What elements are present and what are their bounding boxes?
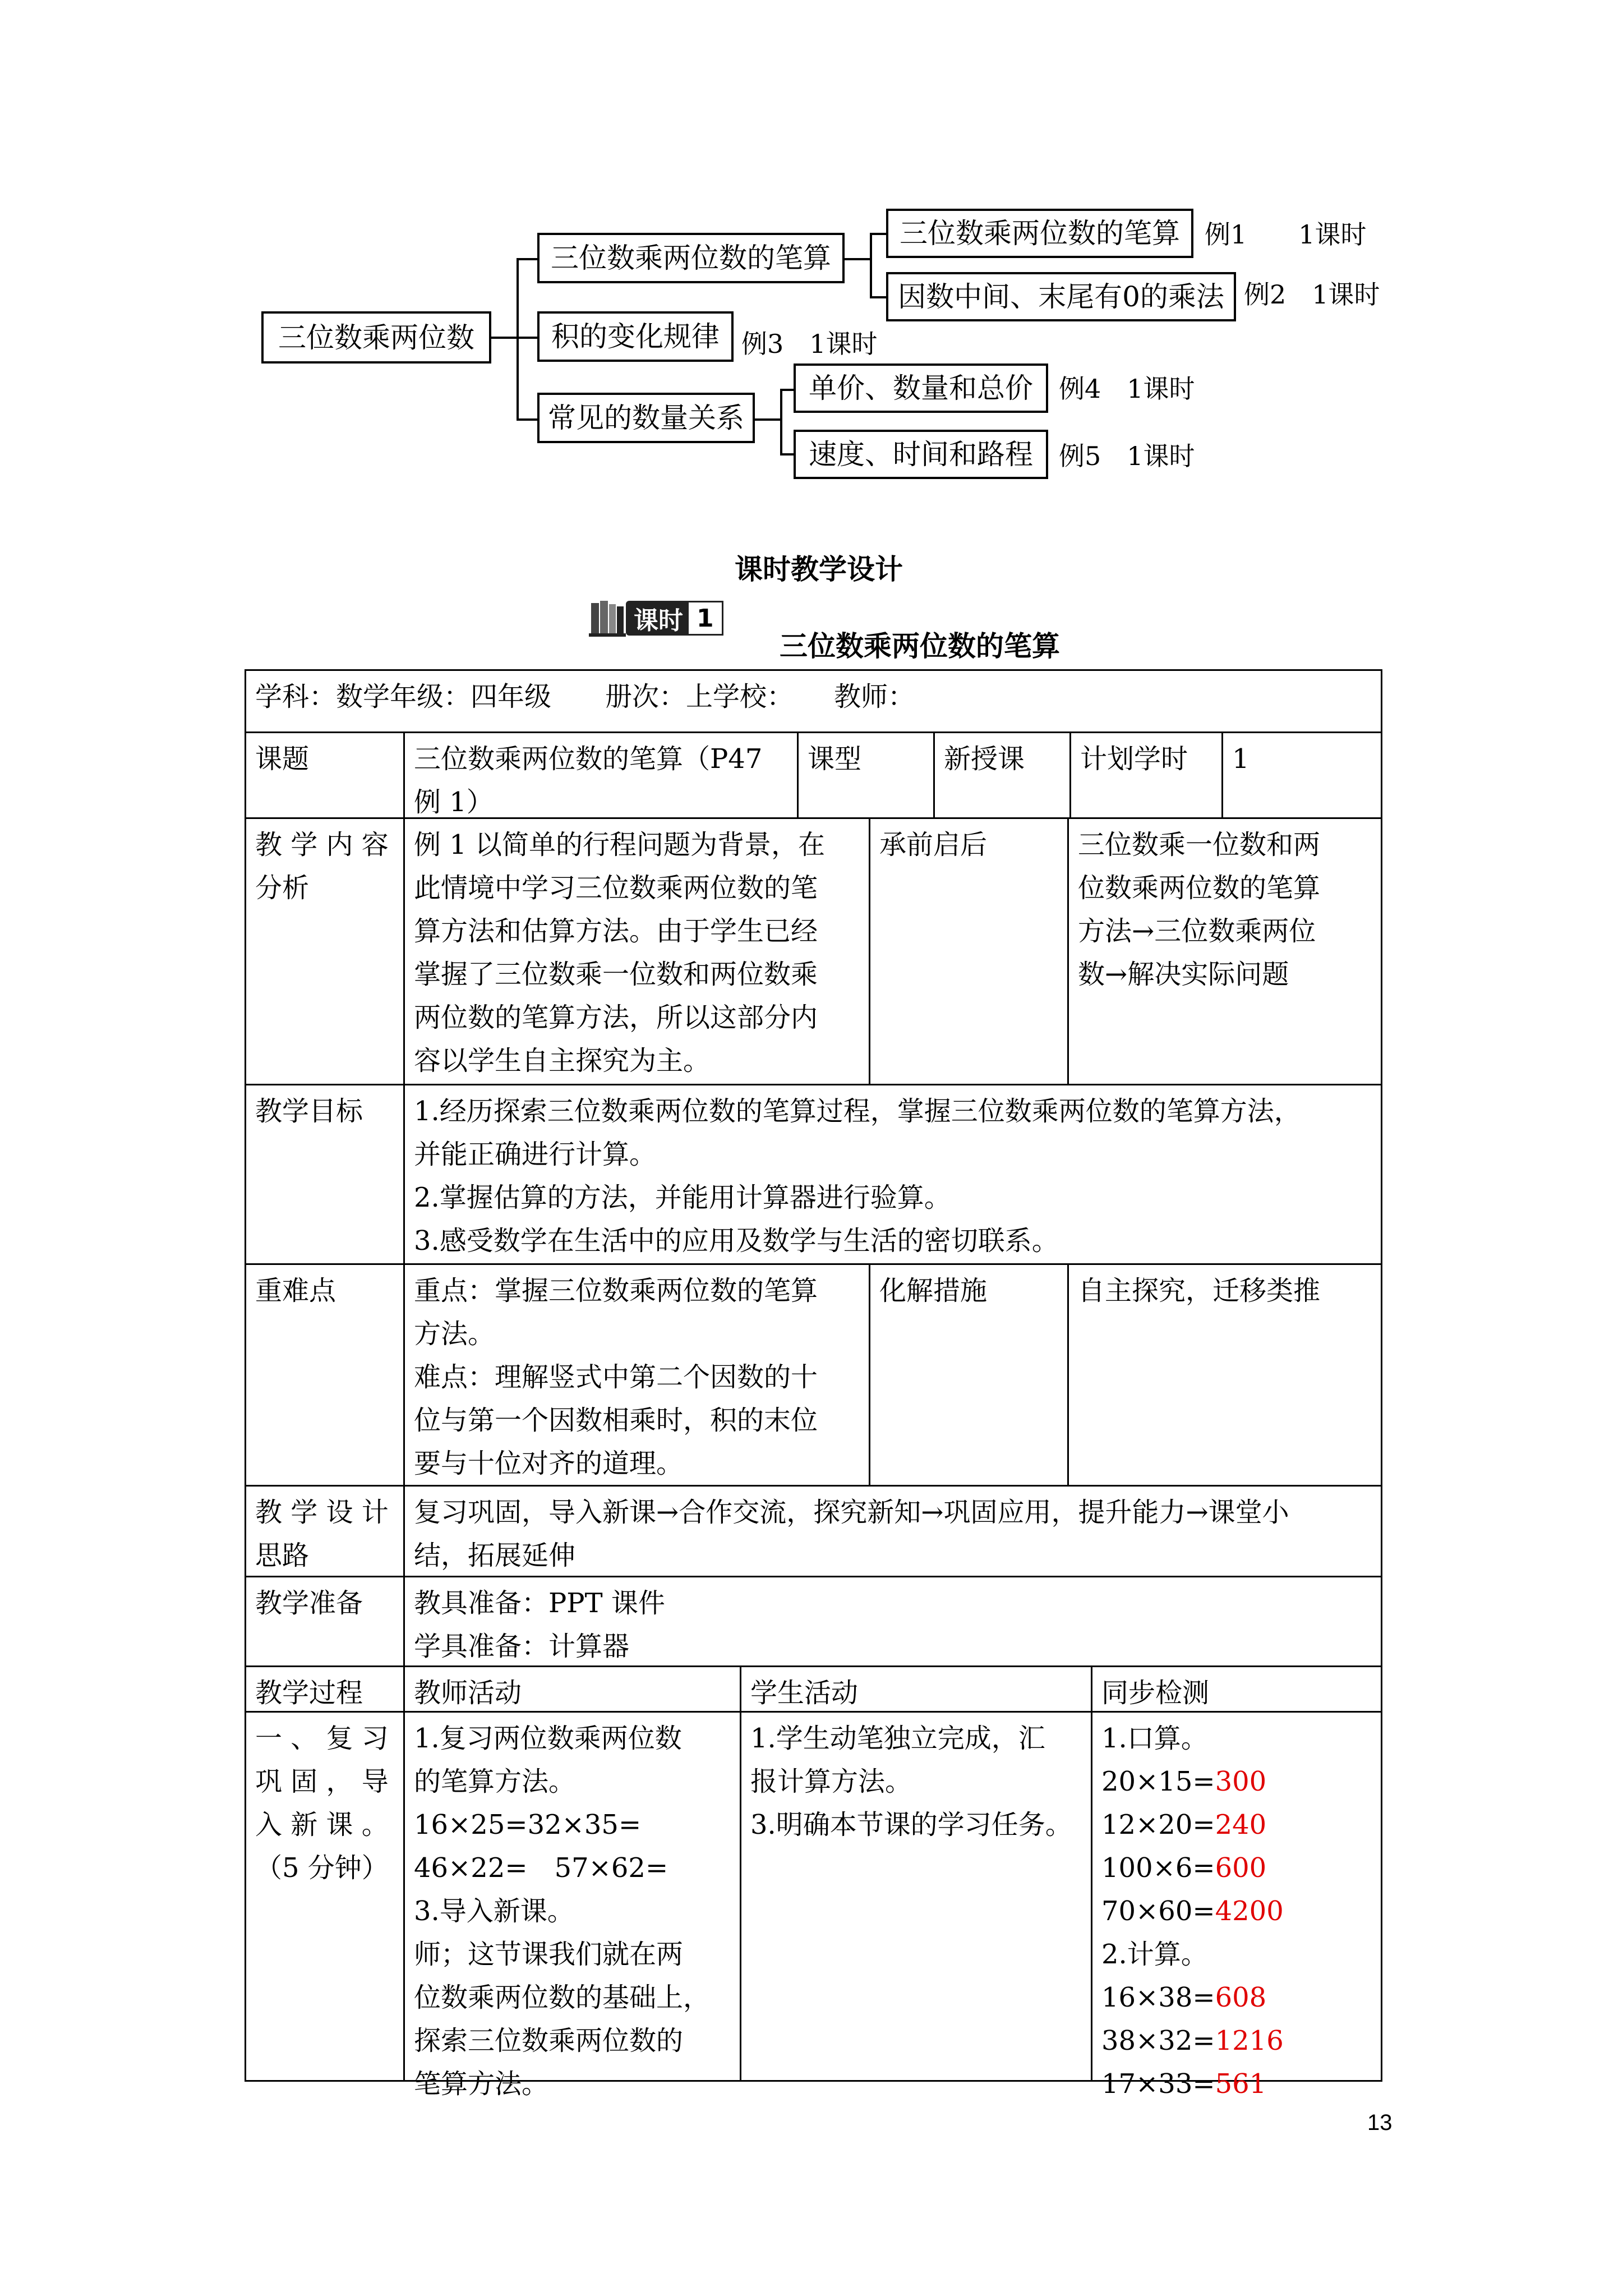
content-label <box>246 819 405 1085</box>
prep-label <box>246 1577 405 1667</box>
check-row <box>1101 1847 1373 1890</box>
lesson-badge <box>589 597 723 639</box>
mindmap-sub-written-multiplication: 三位数乘两位数的笔算 <box>886 209 1193 258</box>
link-value <box>1069 819 1381 1085</box>
stage1-student <box>741 1713 1092 2080</box>
text-line: 数→解决实际问题 <box>1078 959 1289 990</box>
text-line: 1.学生动笔独立完成，汇 <box>750 1723 1045 1754</box>
text-line: 结，拓展延伸 <box>414 1540 576 1571</box>
lesson-badge-label: 课时 <box>626 601 689 636</box>
text-line: 课题 <box>255 743 310 775</box>
text-line: 位数乘两位数的笔算 <box>1078 872 1321 904</box>
topic-label <box>246 733 405 819</box>
text-line: 师；这节课我们就在两 <box>414 1939 684 1970</box>
design-value <box>405 1487 1381 1577</box>
text-line: 两位数的笔算方法，所以这部分内 <box>414 1002 818 1033</box>
student-header <box>741 1667 1092 1713</box>
mindmap-sub-price-quantity-total-note: 例4 1课时 <box>1059 374 1195 404</box>
text-line: 12×20= <box>1101 1809 1215 1841</box>
hours-value <box>1223 733 1381 819</box>
topic-value <box>405 733 799 819</box>
page-number: 13 <box>1367 2110 1393 2135</box>
text-line: 报计算方法。 <box>750 1766 912 1797</box>
lesson-title: 三位数乘两位数的笔算 <box>780 629 1060 662</box>
text-line: （5 分钟） <box>255 1852 389 1884</box>
text-line: 位数乘两位数的基础上， <box>414 1982 711 2013</box>
text-line: 此情境中学习三位数乘两位数的笔 <box>414 872 818 904</box>
text-line: 16×25=32×35= <box>414 1809 642 1841</box>
stage1-check <box>1092 1713 1381 2100</box>
text-line: 17×33= <box>1101 2068 1215 2100</box>
process-label <box>246 1667 405 1713</box>
text-line: 容以学生自主探究为主。 <box>414 1045 711 1076</box>
mindmap-branch-product-rule: 积的变化规律 <box>537 311 734 362</box>
text-line: 教 学 设 计 <box>255 1497 389 1528</box>
text-line: 位与第一个因数相乘时，积的末位 <box>414 1405 818 1436</box>
type-label <box>799 733 935 819</box>
text-line: 学生活动 <box>750 1677 859 1709</box>
check-header <box>1092 1667 1381 1713</box>
stage1-teacher <box>405 1713 741 2100</box>
mindmap-sub-written-multiplication-note: 例1 1课时 <box>1205 219 1367 250</box>
text-line: 入 新 课 。 <box>255 1809 389 1841</box>
text-line: 1216 <box>1215 2025 1284 2056</box>
text-line: 70×60= <box>1101 1895 1215 1927</box>
text-line: 承前启后 <box>879 829 988 861</box>
prep-value <box>405 1577 1381 1667</box>
text-line: 思路 <box>255 1540 310 1571</box>
text-line: 一 、 复 习 <box>255 1723 389 1754</box>
book-icon <box>589 599 626 638</box>
mindmap-sub-speed-time-distance: 速度、时间和路程 <box>794 430 1048 479</box>
mindmap-branch-quantity-relations: 常见的数量关系 <box>537 393 755 443</box>
text-line: 方法→三位数乘两位 <box>1078 915 1316 947</box>
solve-label <box>870 1265 1069 1487</box>
teacher-header <box>405 1667 741 1713</box>
check-row <box>1101 2019 1373 2063</box>
check-row <box>1101 1890 1373 1933</box>
key-label <box>246 1265 405 1487</box>
text-line: 方法。 <box>414 1318 495 1350</box>
text-line: 300 <box>1215 1766 1267 1797</box>
text-line: 教 学 内 容 <box>255 829 389 861</box>
goal-label <box>246 1085 405 1265</box>
text-line: 巩 固 ， 导 <box>255 1766 389 1797</box>
type-value <box>935 733 1071 819</box>
text-line: 三位数乘一位数和两 <box>1078 829 1321 861</box>
text-line: 笔算方法。 <box>414 2068 549 2100</box>
text-line: 20×15= <box>1101 1766 1215 1797</box>
mindmap-branch-written-multiplication: 三位数乘两位数的笔算 <box>537 233 845 283</box>
text-line: 例 1 以简单的行程问题为背景，在 <box>414 829 826 861</box>
design-label <box>246 1487 405 1577</box>
text-line: 38×32= <box>1101 2025 1215 2056</box>
text-line: 教学准备 <box>255 1588 363 1619</box>
text-line: 例 1） <box>414 786 494 818</box>
text-line: 4200 <box>1215 1895 1284 1927</box>
solve-value <box>1069 1265 1381 1487</box>
mindmap-sub-zero-multiplication-note: 例2 1课时 <box>1244 279 1380 310</box>
text-line: 化解措施 <box>879 1275 988 1306</box>
lesson-badge-number: 1 <box>689 601 723 636</box>
text-line: 教学目标 <box>255 1096 363 1127</box>
check-row <box>1101 1803 1373 1847</box>
text-line: 探索三位数乘两位数的 <box>414 2025 684 2056</box>
mindmap-sub-zero-multiplication: 因数中间、末尾有0的乘法 <box>886 272 1236 321</box>
stage1-label <box>246 1713 405 2080</box>
text-line: 1.口算。 <box>1101 1723 1208 1754</box>
text-line: 3.感受数学在生活中的应用及数学与生活的密切联系。 <box>414 1225 1059 1257</box>
goal-value <box>405 1085 1381 1265</box>
text-line: 2.计算。 <box>1101 1939 1208 1970</box>
text-line: 2.掌握估算的方法，并能用计算器进行验算。 <box>414 1182 951 1213</box>
text-line: 要与十位对齐的道理。 <box>414 1448 684 1479</box>
text-line: 100×6= <box>1101 1852 1215 1884</box>
text-line: 算方法和估算方法。由于学生已经 <box>414 915 818 947</box>
key-value <box>405 1265 870 1487</box>
text-line: 教具准备：PPT 课件 <box>414 1588 665 1619</box>
mindmap-sub-price-quantity-total: 单价、数量和总价 <box>794 364 1048 413</box>
text-line: 学具准备：计算器 <box>414 1631 630 1662</box>
text-line: 的笔算方法。 <box>414 1766 576 1797</box>
text-line: 1 <box>1232 743 1249 775</box>
text-line: 3.导入新课。 <box>414 1895 574 1927</box>
text-line: 分析 <box>255 872 310 904</box>
text-line: 教学过程 <box>255 1677 363 1709</box>
content-value <box>405 819 870 1085</box>
text-line: 16×38= <box>1101 1982 1215 2013</box>
text-line: 三位数乘两位数的笔算（P47 <box>414 743 763 775</box>
mindmap-sub-speed-time-distance-note: 例5 1课时 <box>1059 441 1195 471</box>
text-line: 561 <box>1215 2068 1267 2100</box>
text-line: 46×22= 57×62= <box>414 1852 668 1884</box>
check-row <box>1101 1976 1373 2019</box>
section-heading: 课时教学设计 <box>735 553 903 586</box>
text-line: 重点：掌握三位数乘两位数的笔算 <box>414 1275 818 1306</box>
check-row <box>1101 1760 1373 1803</box>
check-row <box>1101 2063 1373 2106</box>
text-line: 重难点 <box>255 1275 336 1306</box>
text-line: 1.复习两位数乘两位数 <box>414 1723 682 1754</box>
text-line: 教师活动 <box>414 1677 522 1709</box>
text-line: 同步检测 <box>1101 1677 1210 1709</box>
mindmap-branch-product-rule-note: 例3 1课时 <box>741 329 878 359</box>
text-line: 课型 <box>808 743 862 775</box>
text-line: 学科：数学年级：四年级 册次：上学校： 教师： <box>255 681 915 712</box>
link-label <box>870 819 1069 1085</box>
text-line: 3.明确本节课的学习任务。 <box>750 1809 1072 1841</box>
text-line: 1.经历探索三位数乘两位数的笔算过程，掌握三位数乘两位数的笔算方法， <box>414 1096 1301 1127</box>
text-line: 难点：理解竖式中第二个因数的十 <box>414 1361 818 1393</box>
text-line: 240 <box>1215 1809 1267 1841</box>
text-line: 600 <box>1215 1852 1267 1884</box>
mindmap-root: 三位数乘两位数 <box>261 311 491 364</box>
text-line: 复习巩固，导入新课→合作交流，探究新知→巩固应用，提升能力→课堂小 <box>414 1497 1289 1528</box>
lesson-plan-table <box>245 669 1382 2100</box>
text-line: 608 <box>1215 1982 1267 2013</box>
text-line: 自主探究，迁移类推 <box>1078 1275 1321 1306</box>
text-line: 计划学时 <box>1080 743 1188 775</box>
text-line: 掌握了三位数乘一位数和两位数乘 <box>414 959 818 990</box>
info-row <box>246 671 1381 733</box>
text-line: 新授课 <box>944 743 1025 775</box>
hours-label <box>1071 733 1223 819</box>
text-line: 并能正确进行计算。 <box>414 1139 657 1170</box>
